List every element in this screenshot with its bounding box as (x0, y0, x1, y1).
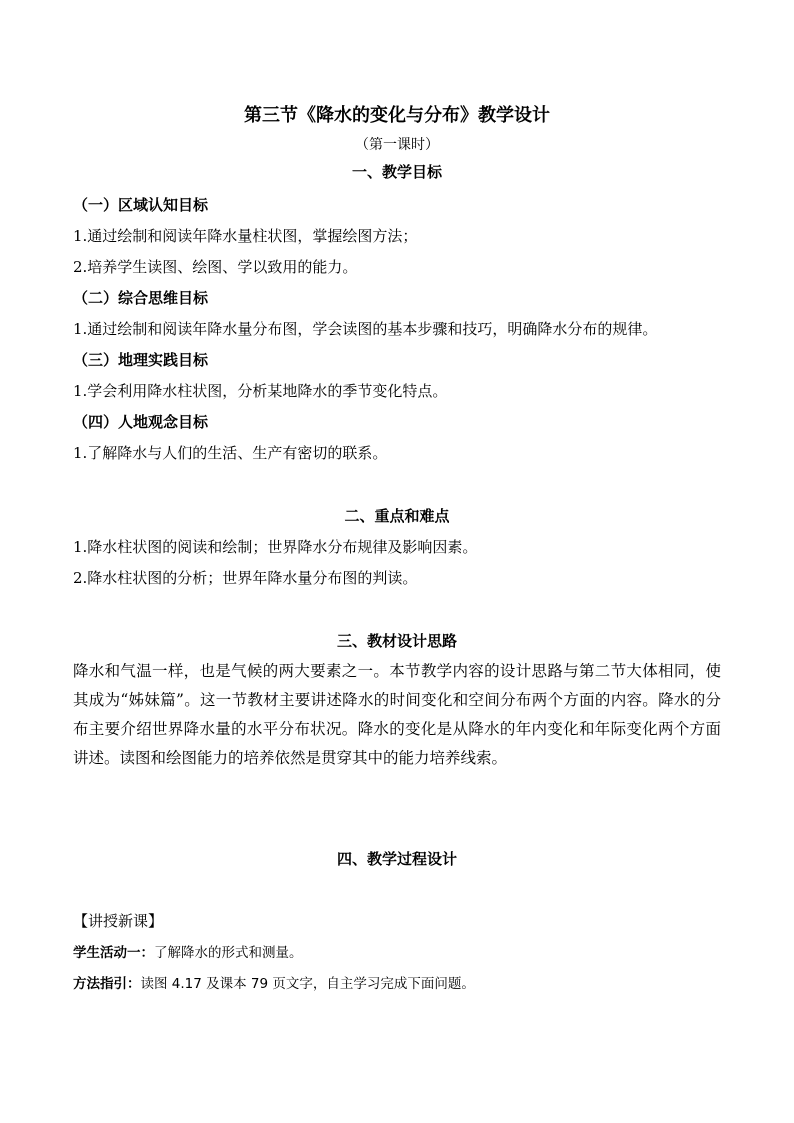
key-point-item: 1.降水柱状图的阅读和绘制；世界降水分布规律及影响因素。 (73, 538, 478, 556)
method-guide-line (73, 974, 475, 994)
goal-item: 1.通过绘制和阅读年降水量分布图，学会读图的基本步骤和技巧，明确降水分布的规律。 (73, 320, 658, 338)
method-text: 读图 4.17 及课本 79 页文字，自主学习完成下面问题。 (140, 976, 475, 992)
goal-item: 1.了解降水与人们的生活、生产有密切的联系。 (73, 444, 388, 462)
goal-item: 1.学会利用降水柱状图，分析某地降水的季节变化特点。 (73, 382, 448, 400)
design-ideas-paragraph: 降水和气温一样，也是气候的两大要素之一。本节教学内容的设计思路与第二节大体相同，使其成为“姊妹篇”。这一节教材主要讲述降水的时间变化和空间分布两个方面的内容。降水的分布主要介绍世界降水量的水平分布状况。降水的变化是从降水的年内变化和年际变化两个方面讲述。读图和绘图能力的培养依然是贯穿其中的能力培养线索。 (73, 662, 721, 767)
section-heading-key-points: 二、重点和难点 (344, 507, 450, 525)
goal-item: 1.通过绘制和阅读年降水量柱状图，掌握绘图方法； (73, 227, 418, 245)
activity-label: 学生活动一： (73, 945, 154, 961)
document-subtitle: （第一课时） (355, 137, 439, 153)
new-lesson-label: 【讲授新课】 (73, 912, 164, 930)
key-point-item: 2.降水柱状图的分析；世界年降水量分布图的判读。 (73, 569, 418, 587)
goal-heading-thinking: （二）综合思维目标 (73, 289, 209, 307)
method-label: 方法指引： (73, 976, 141, 992)
section-heading-process: 四、教学过程设计 (336, 850, 457, 868)
section-heading-design-ideas: 三、教材设计思路 (336, 632, 457, 650)
student-activity-line (73, 943, 303, 963)
activity-text: 了解降水的形式和测量。 (154, 945, 303, 961)
section-heading-goals: 一、教学目标 (351, 163, 442, 181)
goal-heading-practice: （三）地理实践目标 (73, 351, 209, 369)
goal-item: 2.培养学生读图、绘图、学以致用的能力。 (73, 258, 358, 276)
goal-heading-regional: （一）区域认知目标 (73, 196, 209, 214)
goal-heading-human-land: （四）人地观念目标 (73, 413, 209, 431)
document-title: 第三节《降水的变化与分布》教学设计 (244, 105, 550, 126)
